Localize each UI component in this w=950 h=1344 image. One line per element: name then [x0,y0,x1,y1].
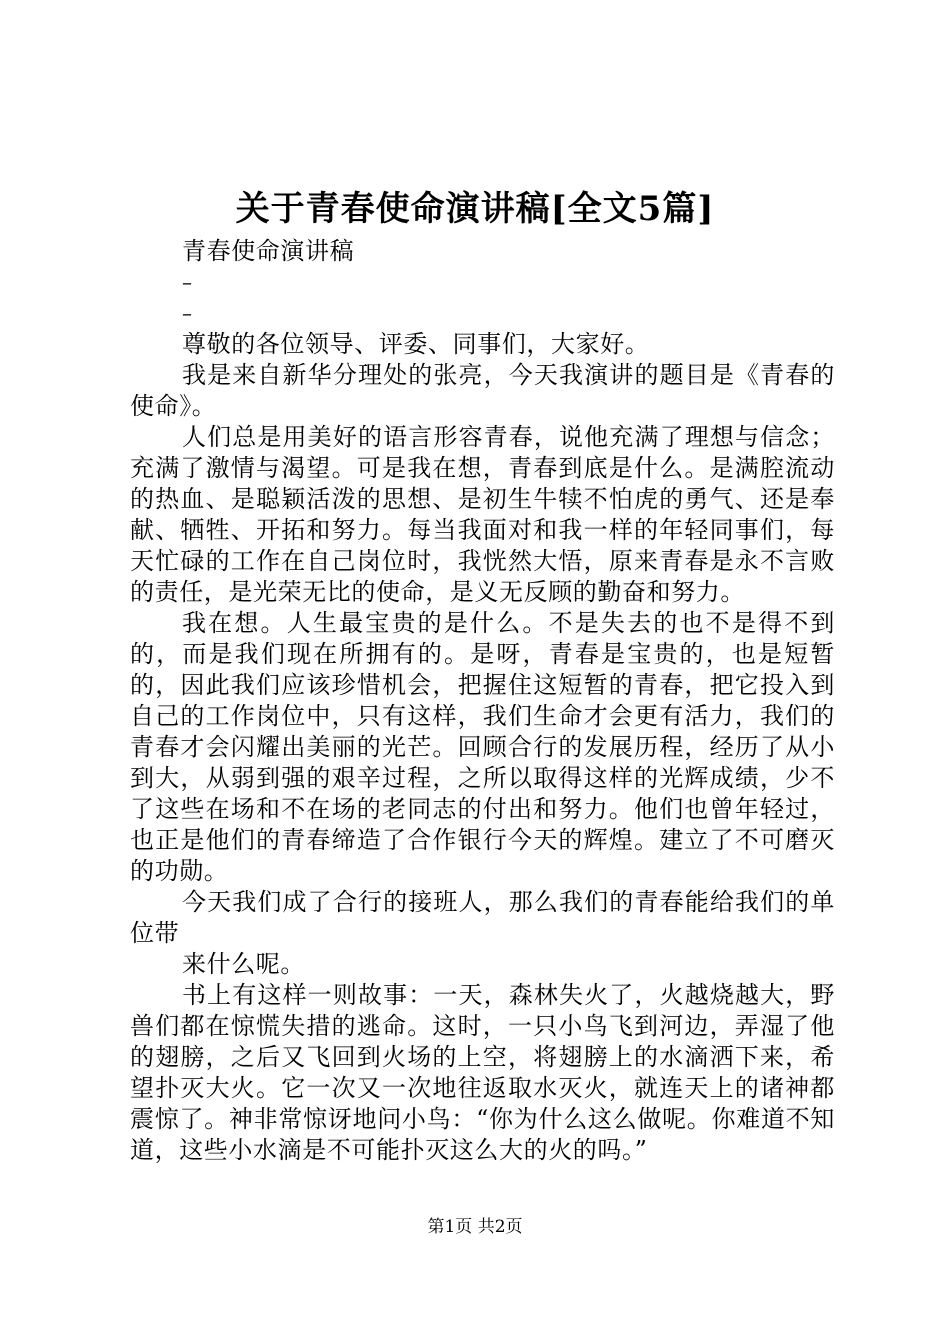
body-paragraph: 今天我们成了合行的接班人，那么我们的青春能给我们的单位带 [130,888,835,947]
document-body [130,236,835,1166]
page-footer: 第1页 共2页 [427,1217,523,1237]
dash-line: – [182,301,193,325]
body-paragraph: 人们总是用美好的语言形容青春，说他充满了理想与信念；充满了激情与渴望。可是我在想，青春到底是什么。是满腔流动的热血、是聪颖活泼的思想、是初生牛犊不怕虎的勇气、还是奉献、牺牲、开拓和努力。每当我面对和我一样的年轻同事们，每天忙碌的工作在自己岗位时，我恍然大悟，原来青春是永不言败的责任，是光荣无比的使命，是义无反顾的勤奋和努力。 [130,423,835,606]
body-paragraph: 我在想。人生最宝贵的是什么。不是失去的也不是得不到的，而是我们现在所拥有的。是呀，青春是宝贵的，也是短暂的，因此我们应该珍惜机会，把握住这短暂的青春，把它投入到自己的工作岗位中，只有这样，我们生命才会更有活力，我们的青春才会闪耀出美丽的光芒。回顾合行的发展历程，经历了从小到大，从弱到强的艰辛过程，之所以取得这样的光辉成绩，少不了这些在场和不在场的老同志的付出和努力。他们也曾年轻过，也正是他们的青春缔造了合作银行今天的辉煌。建立了不可磨灭的功勋。 [130,609,835,885]
body-paragraph: 书上有这样一则故事：一天，森林失火了，火越烧越大，野兽们都在惊慌失措的逃命。这时，一只小鸟飞到河边，弄湿了他的翅膀，之后又飞回到火场的上空，将翅膀上的水滴洒下来，希望扑灭大火。它一次又一次地往返取水灭火，就连天上的诸神都震惊了。神非常惊讶地问小鸟：“你为什么这么做呢。你难道不知道，这些小水滴是不可能扑灭这么大的火的吗。” [130,981,835,1164]
body-paragraph: 我是来自新华分理处的张亮，今天我演讲的题目是《青春的使命》。 [130,361,835,420]
greeting-paragraph: 尊敬的各位领导、评委、同事们，大家好。 [182,330,650,358]
body-paragraph: 来什么呢。 [182,950,305,978]
subtitle-paragraph: 青春使命演讲稿 [182,237,355,265]
dash-line: – [182,270,193,294]
document-title: 关于青春使命演讲稿[全文5篇] [235,189,715,229]
